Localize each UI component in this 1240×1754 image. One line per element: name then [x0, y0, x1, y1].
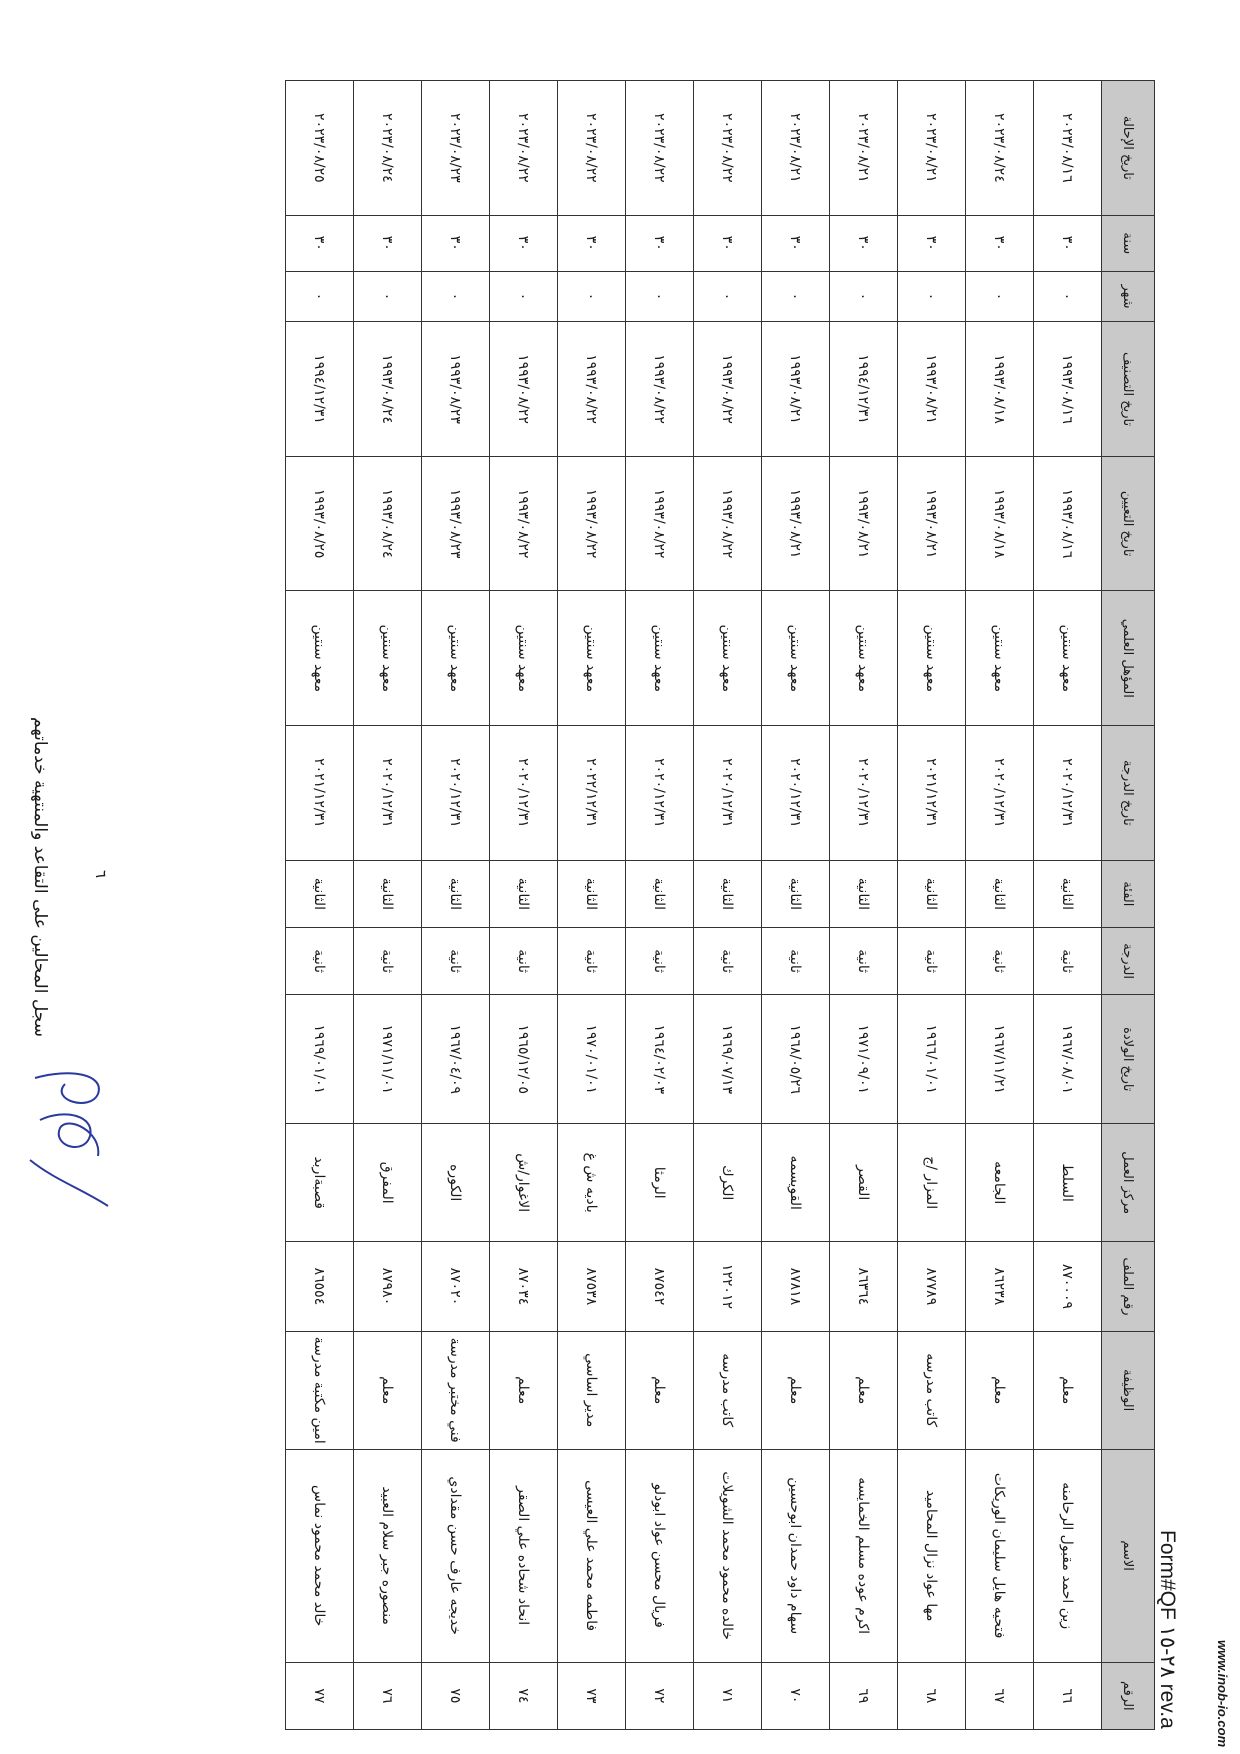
table-cell: الثانية — [626, 860, 694, 927]
table-cell: ١٩٦٩/٠٧/١٣ — [694, 995, 762, 1124]
column-header: الفئة — [1102, 860, 1155, 927]
table-cell: ٢٠٢٣/٠٨/٢٤ — [966, 81, 1034, 216]
table-cell: ٠ — [422, 271, 490, 321]
table-cell: ثانية — [1034, 927, 1102, 994]
table-cell: كاتب مدرسه — [898, 1331, 966, 1449]
page-number: ٦ — [92, 870, 110, 879]
table-cell: ١٢٢٠١٢ — [694, 1242, 762, 1332]
table-cell: ٣٠ — [354, 215, 422, 271]
table-cell: الثانية — [422, 860, 490, 927]
table-row — [490, 81, 558, 1730]
table-cell: الكرك — [694, 1124, 762, 1242]
table-cell: معلم — [1034, 1331, 1102, 1449]
table-cell: ثانية — [626, 927, 694, 994]
table-cell: ٧١ — [694, 1662, 762, 1729]
table-cell: ٧٠ — [762, 1662, 830, 1729]
table-cell: خالده محمود محمد الشويلات — [694, 1449, 762, 1662]
table-cell: ١٩٩٣/٠٨/٢٢ — [558, 322, 626, 457]
table-cell: ٢٠٢٣/٠٨/٢١ — [762, 81, 830, 216]
table-cell: ٢٠٢٣/٠٨/٢٢ — [626, 81, 694, 216]
table-cell: ٠ — [558, 271, 626, 321]
table-cell: الجامعه — [966, 1124, 1034, 1242]
table-cell: ٧٥ — [422, 1662, 490, 1729]
table-cell: السلط — [1034, 1124, 1102, 1242]
table-cell: ٢٠٢٣/٠٨/٢٤ — [354, 81, 422, 216]
table-cell: الثانية — [898, 860, 966, 927]
table-header-row — [1102, 81, 1155, 1730]
table-cell: معهد سنتين — [354, 591, 422, 726]
table-cell: الثانية — [286, 860, 354, 927]
column-header: الدرجة — [1102, 927, 1155, 994]
form-code: Form#QF ٢٨-١٥ rev.a — [1156, 1530, 1179, 1729]
table-cell: ٣٠ — [966, 215, 1034, 271]
table-cell: معهد سنتين — [626, 591, 694, 726]
table-cell: ٦٩ — [830, 1662, 898, 1729]
table-cell: ٣٠ — [558, 215, 626, 271]
table-cell: ٧٦ — [354, 1662, 422, 1729]
table-cell: معهد سنتين — [762, 591, 830, 726]
table-cell: ٦٨ — [898, 1662, 966, 1729]
table-cell: ٠ — [286, 271, 354, 321]
table-cell: ٠ — [966, 271, 1034, 321]
table-cell: ٢٠٢٠/١٢/٣١ — [1034, 726, 1102, 861]
table-cell: كاتب مدرسه — [694, 1331, 762, 1449]
table-cell: ٢٠٢٠/١٢/٣١ — [490, 726, 558, 861]
table-cell: القصر — [830, 1124, 898, 1242]
table-cell: الثانية — [762, 860, 830, 927]
table-cell: فاطمه محمد علي العيسى — [558, 1449, 626, 1662]
table-row — [694, 81, 762, 1730]
column-header: الوظيفة — [1102, 1331, 1155, 1449]
table-cell: ١٩٩٣/٠٨/٢٢ — [490, 456, 558, 591]
table-cell: ٧٧ — [286, 1662, 354, 1729]
column-header: تاريخ الإحالة — [1102, 81, 1155, 216]
table-cell: ٣٠ — [422, 215, 490, 271]
table-cell: معلم — [354, 1331, 422, 1449]
column-header: تاريخ الدرجة — [1102, 726, 1155, 861]
table-cell: ١٩٩٣/٠٨/٢٤ — [354, 322, 422, 457]
table-row — [286, 81, 354, 1730]
table-cell: فريال محسن عواد ابودلو — [626, 1449, 694, 1662]
table-cell: المفرق — [354, 1124, 422, 1242]
table-cell: ١٩٩٣/٠٨/٢٢ — [558, 456, 626, 591]
table-cell: ٢٠٢١/١٢/٣١ — [898, 726, 966, 861]
table-cell: ١٩٩٣/٠٨/٢٢ — [626, 322, 694, 457]
table-cell: ٢٠٢٠/١٢/٣١ — [762, 726, 830, 861]
table-cell: معهد سنتين — [694, 591, 762, 726]
table-cell: ١٩٩٣/٠٨/٢١ — [762, 456, 830, 591]
column-header: المؤهل العلمي — [1102, 591, 1155, 726]
table-cell: ٢٠٢٠/١٢/٣١ — [830, 726, 898, 861]
column-header: تاريخ التعيين — [1102, 456, 1155, 591]
table-cell: ١٩٩٣/٠٨/٢١ — [898, 322, 966, 457]
table-cell: ١٩٦٤/٠٢/٠٣ — [626, 995, 694, 1124]
table-cell: ١٩٦٧/١١/٢١ — [966, 995, 1034, 1124]
table-cell: معلم — [762, 1331, 830, 1449]
table-cell: ٣٠ — [1034, 215, 1102, 271]
column-header: شهر — [1102, 271, 1155, 321]
table-cell: ٣٠ — [490, 215, 558, 271]
table-cell: امين مكتبة مدرسة — [286, 1331, 354, 1449]
table-cell: معهد سنتين — [966, 591, 1034, 726]
table-cell: الثانية — [558, 860, 626, 927]
table-cell: ٢٠٢٣/٠٨/٢٢ — [490, 81, 558, 216]
table-cell: ثانية — [762, 927, 830, 994]
table-cell: الثانية — [1034, 860, 1102, 927]
table-row — [762, 81, 830, 1730]
table-cell: الثانية — [966, 860, 1034, 927]
table-cell: معلم — [490, 1331, 558, 1449]
table-row — [966, 81, 1034, 1730]
table-cell: المزار /ج — [898, 1124, 966, 1242]
table-cell: معهد سنتين — [490, 591, 558, 726]
table-cell: ٢٠٢٣/٠٨/١٦ — [1034, 81, 1102, 216]
table-row — [1034, 81, 1102, 1730]
table-row — [558, 81, 626, 1730]
table-cell: ٢٠٢٣/٠٨/٢٢ — [694, 81, 762, 216]
table-cell: ثانية — [966, 927, 1034, 994]
table-cell: ٢٠٢٣/٠٨/٢٣ — [422, 81, 490, 216]
table-cell: ٨٧٨١٨ — [762, 1242, 830, 1332]
table-cell: ١٩٩٣/٠٨/٢١ — [762, 322, 830, 457]
table-cell: ١٩٩٣/٠٨/٢٢ — [694, 456, 762, 591]
table-cell: الثانية — [490, 860, 558, 927]
table-cell: ٠ — [898, 271, 966, 321]
table-cell: ٨٧٩٨٠ — [354, 1242, 422, 1332]
table-cell: ١٩٩٣/٠٨/٢٢ — [490, 322, 558, 457]
table-cell: ١٩٦٧/٠٨/٠١ — [1034, 995, 1102, 1124]
table-cell: ٣٠ — [694, 215, 762, 271]
table-cell: ثانية — [354, 927, 422, 994]
table-cell: ١٩٦٥/١٢/٠٥ — [490, 995, 558, 1124]
table-cell: ١٩٩٤/١٢/٣١ — [830, 322, 898, 457]
table-cell: ١٩٧١/٠٩/٠١ — [830, 995, 898, 1124]
table-cell: القويسمه — [762, 1124, 830, 1242]
column-header: تاريخ الولادة — [1102, 995, 1155, 1124]
table-row — [626, 81, 694, 1730]
table-cell: ١٩٩٣/٠٨/٢٢ — [694, 322, 762, 457]
table-cell: الثانية — [694, 860, 762, 927]
table-cell: ٢٠٢١/١٢/٣١ — [286, 726, 354, 861]
table-cell: ٠ — [830, 271, 898, 321]
table-cell: معلم — [626, 1331, 694, 1449]
table-cell: ٨٧٧٨٩ — [898, 1242, 966, 1332]
table-cell: ٢٠٢٠/١٢/٣١ — [626, 726, 694, 861]
table-cell: ثانية — [830, 927, 898, 994]
column-header: الرقم — [1102, 1662, 1155, 1729]
table-cell: معلم — [966, 1331, 1034, 1449]
table-cell: الثانية — [354, 860, 422, 927]
table-cell: اكرم عوده مسلم الخمايسه — [830, 1449, 898, 1662]
table-cell: ١٩٩٣/٠٨/١٨ — [966, 456, 1034, 591]
table-cell: ٠ — [694, 271, 762, 321]
table-cell: ١٩٩٣/٠٨/١٦ — [1034, 322, 1102, 457]
table-cell: ١٩٩٣/٠٨/٢٢ — [626, 456, 694, 591]
column-header: سنة — [1102, 215, 1155, 271]
column-header: مركز العمل — [1102, 1124, 1155, 1242]
table-cell: ١٩٩٣/٠٨/١٨ — [966, 322, 1034, 457]
table-cell: ثانية — [558, 927, 626, 994]
table-cell: ٢٠٢٢/١٢/٣١ — [558, 726, 626, 861]
table-cell: زين احمد مقبول الرحامنه — [1034, 1449, 1102, 1662]
table-body — [286, 81, 1102, 1730]
table-cell: ١٩٩٣/٠٨/٢٥ — [286, 456, 354, 591]
table-cell: ١٩٩٣/٠٨/٢٣ — [422, 456, 490, 591]
table-cell: ٨٧٥٣٨ — [558, 1242, 626, 1332]
table-cell: ١٩٩٣/٠٨/٢٤ — [354, 456, 422, 591]
table-cell: ١٩٩٣/٠٨/١٦ — [1034, 456, 1102, 591]
table-cell: ٣٠ — [898, 215, 966, 271]
retirees-table — [285, 80, 1155, 1730]
column-header: رقم الملف — [1102, 1242, 1155, 1332]
table-cell: الكوره — [422, 1124, 490, 1242]
table-cell: مها عواد نزال المحاميد — [898, 1449, 966, 1662]
table-cell: ١٩٦٧/٠٤/٠٩ — [422, 995, 490, 1124]
table-cell: فتحيه هايل سليمان الوريكات — [966, 1449, 1034, 1662]
table-cell: خالد محمد محمود نماس — [286, 1449, 354, 1662]
table-cell: ١٩٧١/١١/٠١ — [354, 995, 422, 1124]
table-cell: ٣٠ — [626, 215, 694, 271]
table-cell: ٨٧٠٣٤ — [490, 1242, 558, 1332]
table-cell: ١٩٦٨/٠٥/٢٦ — [762, 995, 830, 1124]
table-cell: ٨٦٣٦٤ — [830, 1242, 898, 1332]
table-row — [422, 81, 490, 1730]
table-cell: معهد سنتين — [558, 591, 626, 726]
table-cell: ٨٧٠٢٠ — [422, 1242, 490, 1332]
table-cell: ٦٦ — [1034, 1662, 1102, 1729]
table-cell: ٢٠٢٣/٠٨/٢٥ — [286, 81, 354, 216]
table-cell: ١٩٦٦/٠١/٠١ — [898, 995, 966, 1124]
table-cell: ٠ — [354, 271, 422, 321]
table-cell: ثانية — [694, 927, 762, 994]
table-cell: ٢٠٢٠/١٢/٣١ — [694, 726, 762, 861]
table-cell: ٢٠٢٠/١٢/٣١ — [422, 726, 490, 861]
table-cell: خديجه عارف حسن مقدادي — [422, 1449, 490, 1662]
table-row — [898, 81, 966, 1730]
table-cell: ٣٠ — [762, 215, 830, 271]
table-cell: معهد سنتين — [422, 591, 490, 726]
table-cell: ٢٠٢٣/٠٨/٢١ — [830, 81, 898, 216]
table-cell: سهام داود حمدان ابوحسين — [762, 1449, 830, 1662]
table-cell: ٢٠٢٣/٠٨/٢٢ — [558, 81, 626, 216]
table-cell: معهد سنتين — [830, 591, 898, 726]
table-cell: ثانية — [422, 927, 490, 994]
table-cell: ٠ — [762, 271, 830, 321]
column-header: الاسم — [1102, 1449, 1155, 1662]
table-cell: معهد سنتين — [898, 591, 966, 726]
table-row — [354, 81, 422, 1730]
table-cell: الاغوار/ش — [490, 1124, 558, 1242]
table-cell: ٠ — [490, 271, 558, 321]
table-cell: ثانية — [286, 927, 354, 994]
table-cell: ٨٦٥٥٤ — [286, 1242, 354, 1332]
table-cell: ١٩٧٠/٠١/٠١ — [558, 995, 626, 1124]
page-title: سجل المحالين على التقاعد والمنتهية خدماتهم — [30, 717, 50, 1037]
table-cell: ٨٦٢٣٨ — [966, 1242, 1034, 1332]
website-watermark: www.inob-io.com — [1215, 1640, 1230, 1748]
table-row — [830, 81, 898, 1730]
table-cell: ٢٠٢٣/٠٨/٢١ — [898, 81, 966, 216]
table-cell: قصبةاربد — [286, 1124, 354, 1242]
column-header: تاريخ التصنيف — [1102, 322, 1155, 457]
table-cell: الرمثا — [626, 1124, 694, 1242]
table-cell: ٨٧٠٠٠٩ — [1034, 1242, 1102, 1332]
table-cell: ١٩٩٤/١٢/٣١ — [286, 322, 354, 457]
table-cell: ٣٠ — [286, 215, 354, 271]
table-cell: الثانية — [830, 860, 898, 927]
table-cell: ثانية — [898, 927, 966, 994]
table-cell: ١٩٩٣/٠٨/٢١ — [898, 456, 966, 591]
table-cell: معلم — [830, 1331, 898, 1449]
table-cell: ١٩٩٣/٠٨/٢٣ — [422, 322, 490, 457]
table-cell: معهد سنتين — [1034, 591, 1102, 726]
table-cell: ١٩٦٩/٠١/٠١ — [286, 995, 354, 1124]
table-cell: ٢٠٢٠/١٢/٣١ — [966, 726, 1034, 861]
table-cell: مدير اساسي — [558, 1331, 626, 1449]
table-cell: ٠ — [1034, 271, 1102, 321]
table-cell: باديه ش غ — [558, 1124, 626, 1242]
table-cell: ٠ — [626, 271, 694, 321]
table-cell: ٨٧٥٤٢ — [626, 1242, 694, 1332]
table-cell: ٢٠٢٠/١٢/٣١ — [354, 726, 422, 861]
table-cell: انحاد شحاده علي الصقر — [490, 1449, 558, 1662]
table-cell: منصوره جبر سلام العبيد — [354, 1449, 422, 1662]
table-cell: ثانية — [490, 927, 558, 994]
table-cell: فني مختبر مدرسة — [422, 1331, 490, 1449]
table-cell: ٧٤ — [490, 1662, 558, 1729]
handwritten-signature — [10, 1060, 120, 1210]
table-cell: ٣٠ — [830, 215, 898, 271]
table-cell: ١٩٩٣/٠٨/٢١ — [830, 456, 898, 591]
table-cell: معهد سنتين — [286, 591, 354, 726]
table-cell: ٧٣ — [558, 1662, 626, 1729]
table-cell: ٦٧ — [966, 1662, 1034, 1729]
table-cell: ٧٢ — [626, 1662, 694, 1729]
